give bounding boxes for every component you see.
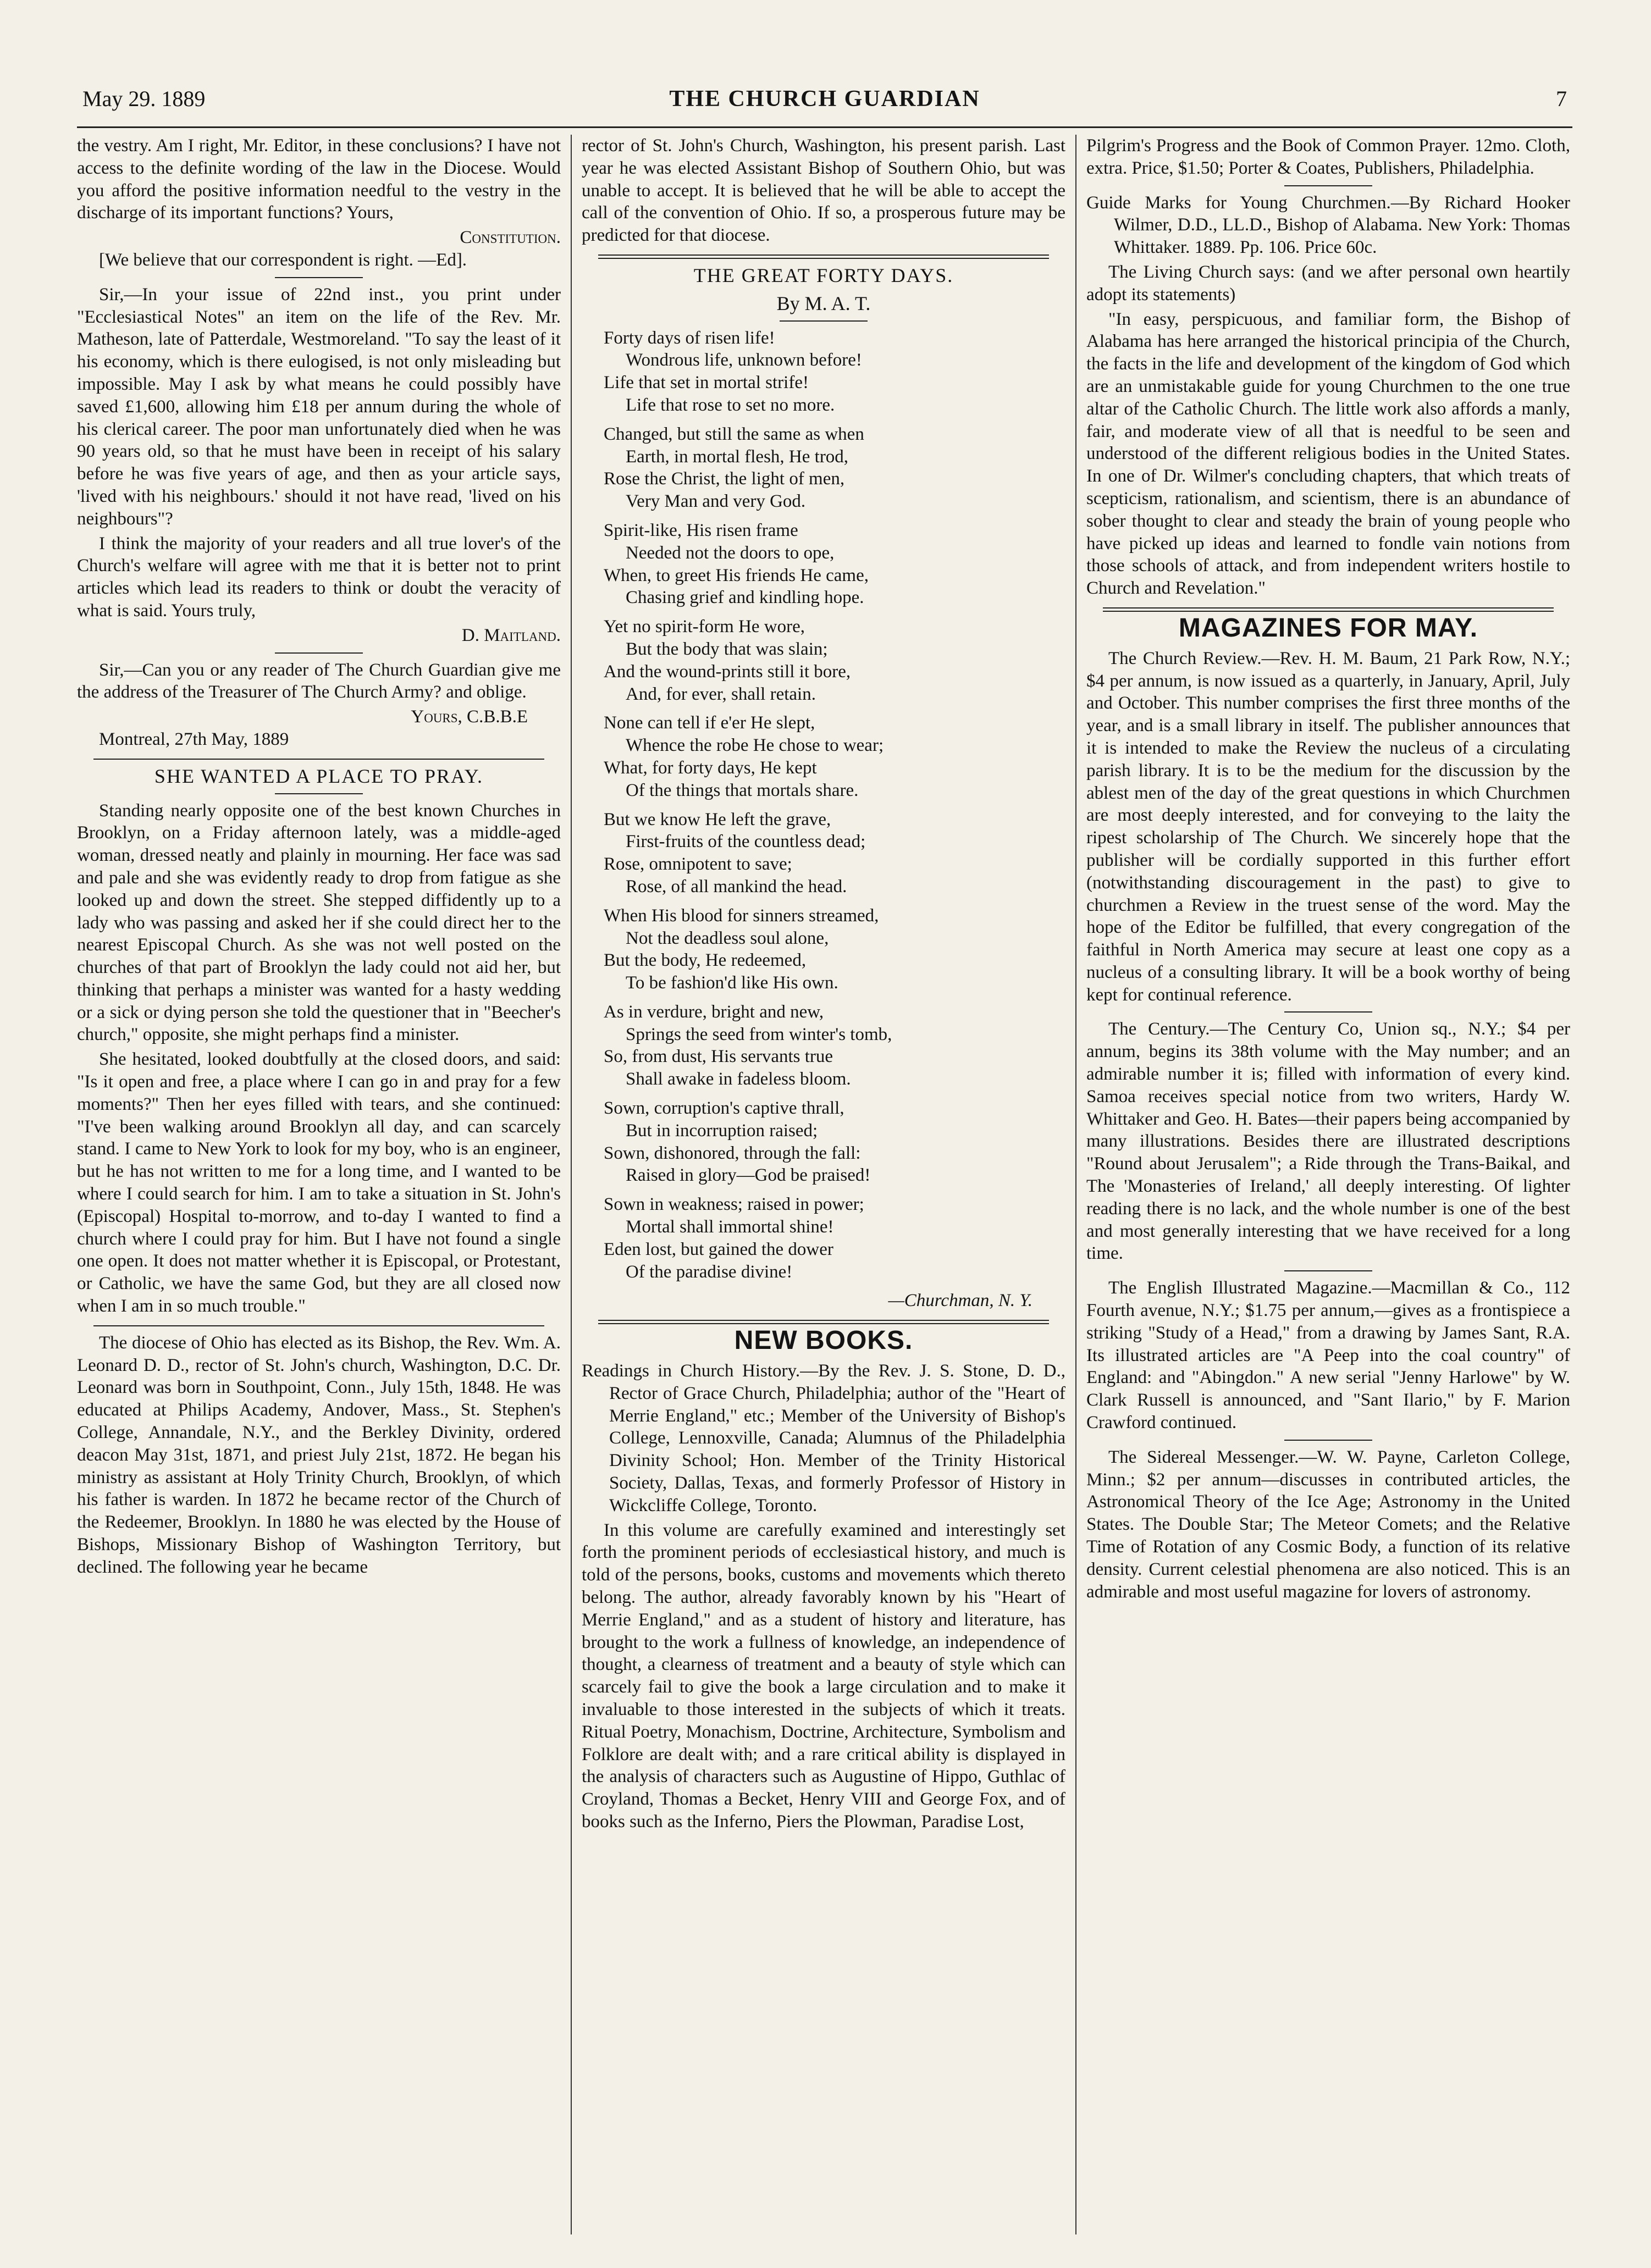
letter-text: the vestry. Am I right, Mr. Editor, in these conclusions? I have not access to the definite wording of the law in the Diocese. Would you afford the positive information needful to the vestry in the discharge of its important functions? Yours, [77, 136, 561, 223]
poem-line: Sown, dishonored, through the fall: [604, 1143, 861, 1163]
poem-line: First-fruits of the countless dead; [626, 832, 866, 852]
poem-line: Mortal shall immortal shine! [626, 1217, 834, 1237]
poem-line: Forty days of risen life! [604, 328, 775, 348]
letter-signature: Yours, C.B.B.E [411, 707, 528, 727]
separator [93, 759, 544, 760]
poem-byline: By M. A. T. [776, 292, 871, 314]
poem-line: What, for forty days, He kept [604, 757, 817, 778]
poem-line: Wondrous life, unknown before! [626, 350, 862, 370]
poem-credit: —Churchman, N. Y. [888, 1291, 1032, 1311]
magazine-notice: The Church Review.—Rev. H. M. Baum, 21 Park Row, N.Y.; $4 per annum, is now issued as a quarterly, in January, April, July and October. This number comprises the first three months of the year, and is a small library in itself. The publisher announces that it is intended to make the Review the nucleus of a circulating parish library. It is to be the medium for the discussion by the ablest men of the day of the great questions in which Churchmen are most deeply interested, and for conveying to the laity the ripest scholarship of The Church. We sincerely hope that the publisher will be cordially supported in this further effort (notwithstanding discouragement in the past) to give to churchmen a Review in the truest sense of the word. May the hope of the Editor be fulfilled, that every congregation of the faithful in North America may secure at least one copy as a nucleus of a consulting library. It will be a book worthy of being kept for continual reference. [1086, 648, 1570, 1005]
poem-line: Not the deadless soul alone, [626, 928, 829, 948]
poem-line: Of the things that mortals share. [626, 780, 859, 800]
separator [1284, 1440, 1372, 1441]
poem-stanza [604, 616, 1065, 705]
book-review-text: The Living Church says: (and we after personal own heartily adopt its statements) [1086, 262, 1570, 305]
separator [598, 1320, 1049, 1324]
poem-line: Life that set in mortal strife! [604, 373, 809, 393]
poem-line: But in incorruption raised; [626, 1120, 818, 1141]
magazine-notice: The Sidereal Messenger.—W. W. Payne, Carleton College, Minn.; $2 per annum—discusses in contributed articles, the Astronomical Theory of the Ice Age; Astronomy in the United States. The Double Star; The Meteor Comets; and the Relative Time of Rotation of any Cosmic Body, a function of its relative density. Current celestial phenomena are also noticed. This is an admirable and most useful magazine for lovers of astronomy. [1086, 1447, 1570, 1602]
poem-line: Whence the robe He chose to wear; [626, 735, 884, 756]
poem-line: Shall awake in fadeless bloom. [626, 1069, 851, 1089]
column-divider [1075, 135, 1076, 2234]
poem-line: Rose, omnipotent to save; [604, 854, 792, 875]
poem-line: But the body, He redeemed, [604, 950, 807, 971]
poem-line: Spirit-like, His risen frame [604, 520, 798, 540]
poem-line: Life that rose to set no more. [626, 395, 835, 415]
poem-line: Chasing grief and kindling hope. [626, 588, 864, 608]
poem-stanza [604, 809, 1065, 898]
poem-stanza [604, 519, 1065, 609]
book-review-title [1086, 192, 1570, 259]
article-text: rector of St. John's Church, Washington, his present parish. Last year he was elected Assistant Bishop of Southern Ohio, but was unable to accept. It is believed that he will be able to accept the call of the convention of Ohio. If so, a prosperous future may be predicted for that diocese. [582, 136, 1065, 246]
article-text: The diocese of Ohio has elected as its Bishop, the Rev. Wm. A. Leonard D. D., rector of St. John's church, Washington, D.C. Dr. Leonard was born in Southpoint, Conn., July 15th, 1848. He was educated at Philips Academy, Andover, Mass., St. Stephen's College, Annandale, N.Y., and the Berkley Divinity, ordered deacon May 31st, 1871, and priest July 21st, 1872. He began his ministry as assistant at Holy Trinity Church, Brooklyn, of which his father is warden. In 1872 he became rector of the Church of the Redeemer, Brooklyn. In 1880 he was elected by the House of Bishops, Missionary Bishop of Washington Territory, but declined. The following year he became [77, 1332, 561, 1577]
magazine-notice: The Century.—The Century Co, Union sq., N.Y.; $4 per annum, begins its 38th volume with the May number; and an admirable number it is; filled with information of every kind. Samoa receives special notice from two writers, Hardy W. Whittaker and Geo. H. Bates—their papers being accompanied by many illustrations. Besides there are illustrated descriptions "Round about Jerusalem"; a Ride through the Trans-Baikal, and The 'Monasteries of Ireland,' all deeply interesting. Of lighter reading there is no lack, and the whole number is one of the best and most generally interesting that we have received for a long time. [1086, 1019, 1570, 1264]
page-number: 7 [1556, 86, 1567, 111]
poem-line: Eden lost, but gained the dower [604, 1239, 833, 1259]
separator [598, 255, 1049, 259]
poem-line: None can tell if e'er He slept, [604, 713, 815, 733]
letter-signature: D. Maitland. [461, 625, 561, 645]
poem-line: Sown, corruption's captive thrall, [604, 1098, 844, 1119]
poem-line: And, for ever, shall retain. [626, 684, 816, 704]
poem-line: Rose the Christ, the light of men, [604, 469, 845, 489]
separator [275, 277, 363, 278]
separator [1284, 1011, 1372, 1013]
section-heading: MAGAZINES FOR MAY. [1178, 613, 1478, 643]
column-1 [77, 135, 561, 2234]
column-divider [571, 135, 572, 2234]
column-2 [582, 135, 1065, 2234]
book-review-text: Pilgrim's Progress and the Book of Common Prayer. 12mo. Cloth, extra. Price, $1.50; Porter & Coates, Publishers, Philadelphia. [1086, 136, 1570, 178]
poem-stanza [604, 423, 1065, 513]
separator [1284, 185, 1372, 186]
article-text: Standing nearly opposite one of the best known Churches in Brooklyn, on a Friday afternoon lately, was a middle-aged woman, dressed neatly and plainly in mourning. Her face was sad and pale and she was evidently ready to drop from fatigue as she looked up and down the street. She stepped diffidently up to a lady who was passing and asked her if she could direct her to the nearest Episcopal Church. As she was not well posted on the churches of that part of Brooklyn the lady could not aid her, but thinking that perhaps a minister was wanted for a hasty wedding or a sick or dying person she told the questioner that in "Beecher's church," opposite, she might perhaps find a minister. [77, 800, 561, 1045]
poem-line: Rose, of all mankind the head. [626, 876, 847, 897]
column-3 [1086, 135, 1570, 2234]
book-review-title [582, 1360, 1065, 1517]
letter-text: Sir,—Can you or any reader of The Church Guardian give me the address of the Treasurer of The Church Army? and oblige. [77, 660, 561, 702]
book-review-quote: "In easy, perspicuous, and familiar form, the Bishop of Alabama has here arranged the historical principia of the Church, the facts in the life and development of the kingdom of God which are an unmistakable guide for young Churchmen to the one true altar of the Catholic Church. The little work also affords a manly, fair, and moderate view of all that is needful to be seen and understood of the different religious bodies in the United States. In one of Dr. Wilmer's concluding chapters, that which treats of scepticism, rationalism, and scientism, there is an abundance of sober thought to clear and steady the brain of young people who have picked up ideas and learned to fondle vain notions from those schools of attack, and from independent writers hostile to Church and Revelation." [1086, 309, 1570, 599]
letter-text: Sir,—In your issue of 22nd inst., you print under "Ecclesiastical Notes" an item on the life of the Rev. Mr. Matheson, late of Patterdale, Westmoreland. "To say the least of it his economy, which is there eulogised, is not only misleading but impossible. May I ask by what means he could possibly have saved £1,600, allowing him £18 per annum during the whole of his clerical career. The poor man unfortunately died when he was 90 years old, so that he must have been in receipt of his salary before he was five years of age, and then as your article says, 'lived with his neighbours.' should it not have read, 'lived on his neighbours"? [77, 284, 561, 529]
separator [275, 652, 363, 654]
newspaper-page [77, 82, 1572, 2243]
poem-line: Springs the seed from winter's tomb, [626, 1024, 892, 1044]
poem-stanza [604, 1001, 1065, 1091]
separator [1284, 1270, 1372, 1271]
issue-date: May 29. 1889 [82, 86, 206, 111]
poem-title: THE GREAT FORTY DAYS. [693, 264, 954, 286]
poem-line: Raised in glory—God be praised! [626, 1165, 871, 1186]
separator [780, 320, 868, 322]
book-review-text: In this volume are carefully examined and interestingly set forth the prominent periods of ecclesiastical history, and much is told of the persons, books, customs and movements which thereto belong. The author, already favorably known by his "Heart of Merrie England," and as a student of history and literature, has brought to the work a fullness of knowledge, an independence of thought, a clearness of treatment and a beauty of style which can scarcely fail to give the book a large circulation and to make it invaluable to those interested in the subjects of which it treats. Ritual Poetry, Monachism, Doctrine, Architecture, Symbolism and Folklore are dealt with; and a rare critical ability is displayed in the analysis of characters such as Augustine of Hippo, Guthlac of Croyland, Thomas a Becket, Henry VIII and George Fox, and of books such as the Inferno, Piers the Plowman, Paradise Lost, [582, 1520, 1065, 1832]
poem-line: Very Man and very God. [626, 491, 806, 512]
poem-stanza [604, 1097, 1065, 1187]
poem-stanza [604, 905, 1065, 994]
poem-line: Sown in weakness; raised in power; [604, 1194, 864, 1215]
article-text: She hesitated, looked doubtfully at the closed doors, and said: "Is it open and free, a place where I can go in and pray for a few moments?" Then her eyes filled with tears, and she continued: "I've been walking around Brooklyn all day, and can scarcely stand. I came to New York to look for my boy, who is an engineer, but he has not written to me for a long time, and I wanted to be where I could search for him. I am to take a situation in St. John's (Episcopal) Hospital to-morrow, and to-day I wanted to find a church where I could pray for him. But I have not found a single one open. It does not matter whether it is Episcopal, or Protestant, or Catholic, we have the same God, but they are all closed now when I am in so much trouble." [77, 1049, 561, 1316]
poem-line: When His blood for sinners streamed, [604, 905, 879, 926]
poem-line: But we know He left the grave, [604, 809, 831, 829]
poem-stanza [604, 712, 1065, 801]
letter-signature: Constitution. [460, 228, 561, 248]
poem-line: Earth, in mortal flesh, He trod, [626, 446, 849, 467]
poem-line: To be fashion'd like His own. [626, 973, 838, 993]
poem-line: As in verdure, bright and new, [604, 1002, 824, 1022]
poem-line: But the body that was slain; [626, 639, 828, 659]
masthead [77, 82, 1572, 128]
letter-dateline: Montreal, 27th May, 1889 [99, 729, 289, 749]
poem-line: So, from dust, His servants true [604, 1047, 833, 1067]
article-heading: SHE WANTED A PLACE TO PRAY. [154, 765, 484, 787]
section-heading: NEW BOOKS. [734, 1326, 913, 1356]
book-review-entry: Readings in Church History.—By the Rev. J. S. Stone, D. D., Rector of Grace Church, Philadelphia; author of the "Heart of Merrie England," etc.; Member of the University of Bishop's College, Lennoxville, Canada; Alumnus of the Philadelphia Divinity School; Hon. Member of the Trinity Historical Society, Dallas, Texas, and formerly Professor of History in Wickcliffe College, Toronto. [582, 1361, 1065, 1515]
poem-line: Needed not the doors to ope, [626, 543, 835, 563]
letter-text: I think the majority of your readers and all true lover's of the Church's welfare will agree with me that it is better not to print articles which lead its readers to think or doubt the veracity of what is said. Yours truly, [77, 533, 561, 621]
separator [1103, 607, 1554, 612]
newspaper-title: THE CHURCH GUARDIAN [669, 86, 980, 112]
poem [582, 327, 1065, 1284]
poem-stanza [604, 327, 1065, 417]
separator [93, 1325, 544, 1326]
poem-line: When, to greet His friends He came, [604, 565, 869, 585]
magazine-notice: The English Illustrated Magazine.—Macmillan & Co., 112 Fourth avenue, N.Y.; $1.75 per annum,—gives as a frontispiece a striking "Study of a Head," from a drawing by James Sant, R.A. Its illustrated articles are "A Peep into the coal country" of England: and "Abingdon." A new serial "Jenny Harlowe" by W. Clark Russell is announced, and "Sant Ilario," by F. Marion Crawford continued. [1086, 1278, 1570, 1433]
poem-line: Yet no spirit-form He wore, [604, 617, 805, 637]
editor-note: [We believe that our correspondent is right. —Ed]. [99, 250, 467, 270]
poem-line: Of the paradise divine! [626, 1262, 793, 1282]
separator [275, 793, 363, 794]
poem-line: And the wound-prints still it bore, [604, 661, 851, 682]
poem-line: Changed, but still the same as when [604, 424, 864, 444]
book-review-entry: Guide Marks for Young Churchmen.—By Richard Hooker Wilmer, D.D., LL.D., Bishop of Alabama. New York: Thomas Whittaker. 1889. Pp. 106. Price 60c. [1086, 192, 1570, 258]
poem-stanza [604, 1193, 1065, 1283]
